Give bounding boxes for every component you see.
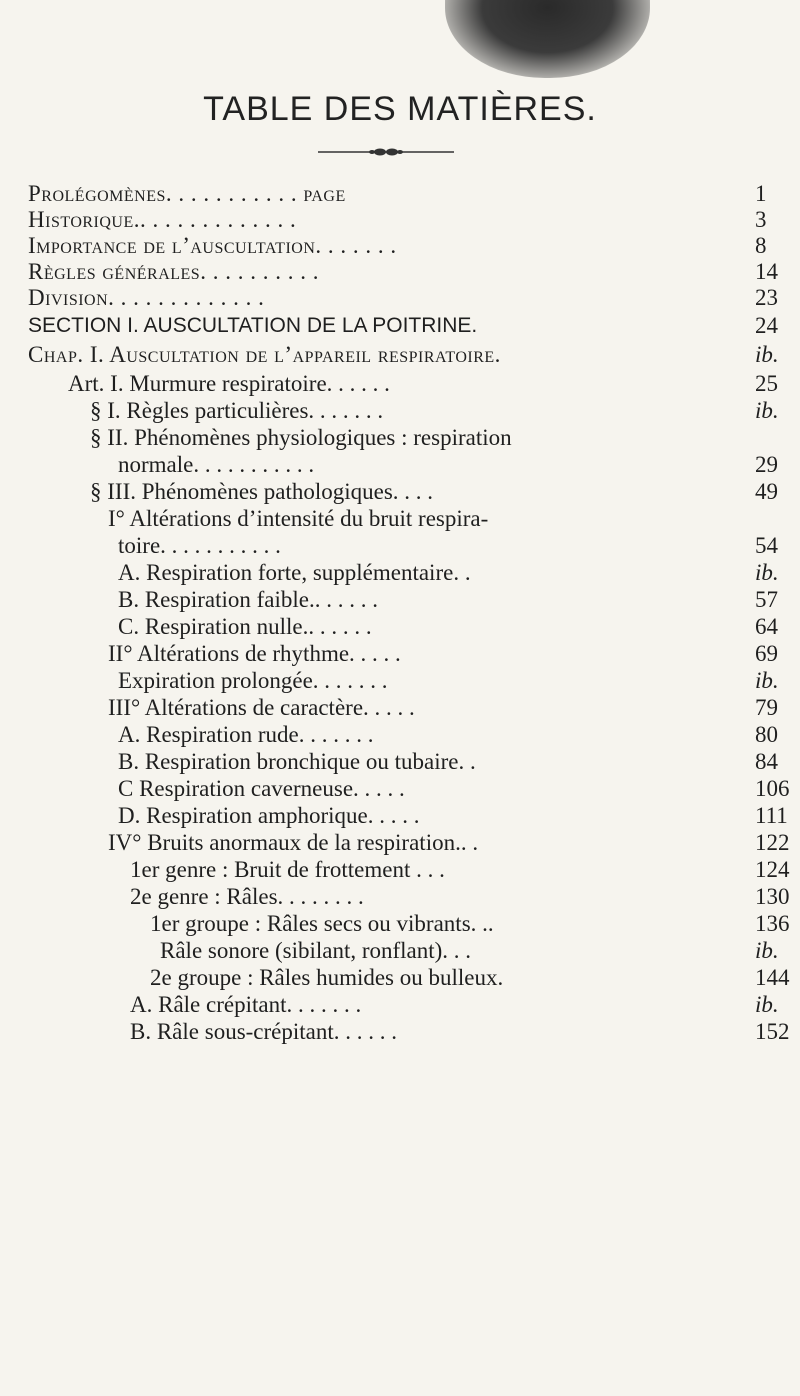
toc-page-number: 64: [755, 614, 778, 639]
page-title: TABLE DES MATIÈRES.: [203, 90, 597, 128]
ornament-divider: [318, 146, 454, 158]
toc-entry: A. Respiration forte, supplémentaire. .: [118, 560, 471, 585]
toc-page-number: 144: [755, 965, 790, 990]
toc-page-number: ib.: [755, 342, 779, 367]
toc-page-number: ib.: [755, 560, 779, 585]
toc-page-number: 152: [755, 1019, 790, 1044]
toc-page-number: 54: [755, 533, 778, 558]
toc-page-number: 130: [755, 884, 790, 909]
toc-entry: Expiration prolongée. . . . . . .: [118, 668, 388, 693]
toc-entry: SECTION I. AUSCULTATION DE LA POITRINE.: [28, 314, 478, 337]
toc-page-number: 8: [755, 233, 767, 258]
toc-entry: C. Respiration nulle.. . . . . .: [118, 614, 372, 639]
toc-entry: 2e genre : Râles. . . . . . . .: [130, 884, 364, 909]
toc-entry: B. Respiration faible.. . . . . .: [118, 587, 378, 612]
toc-entry: IV° Bruits anormaux de la respiration.. .: [108, 830, 479, 855]
toc-page-number: 136: [755, 911, 790, 936]
toc-page-number: ib.: [755, 938, 779, 963]
toc-entry: Importance de l’auscultation. . . . . . .: [28, 233, 397, 258]
toc-page-number: 84: [755, 749, 778, 774]
toc-entry: Râle sonore (sibilant, ronflant). . .: [160, 938, 472, 963]
toc-entry: 1er genre : Bruit de frottement . . .: [130, 857, 445, 882]
toc-entry: § III. Phénomènes pathologiques. . . .: [90, 479, 434, 504]
toc-entry: Division. . . . . . . . . . . . .: [28, 285, 265, 310]
toc-entry: § I. Règles particulières. . . . . . .: [90, 398, 384, 423]
toc-page-number: 122: [755, 830, 790, 855]
toc-page-number: 57: [755, 587, 778, 612]
toc-page-number: 14: [755, 259, 778, 284]
toc-page-number: 124: [755, 857, 790, 882]
toc-page-number: ib.: [755, 668, 779, 693]
toc-entry: Règles générales. . . . . . . . . .: [28, 259, 319, 284]
toc-entry: toire. . . . . . . . . . .: [118, 533, 281, 558]
toc-entry: Art. I. Murmure respiratoire. . . . . .: [68, 371, 390, 396]
toc-entry: I° Altérations d’intensité du bruit respira-: [108, 506, 489, 531]
toc-entry: B. Respiration bronchique ou tubaire. .: [118, 749, 476, 774]
toc-entry: D. Respiration amphorique. . . . .: [118, 803, 420, 828]
toc-page-number: 1: [755, 181, 767, 206]
toc-entry: II° Altérations de rhythme. . . . .: [108, 641, 401, 666]
toc-entry: A. Râle crépitant. . . . . . .: [130, 992, 362, 1017]
toc-page-number: 3: [755, 207, 767, 232]
toc-entry: Chap. I. Auscultation de l’appareil respiratoire.: [28, 342, 501, 367]
toc-entry: A. Respiration rude. . . . . . .: [118, 722, 374, 747]
toc-page-number: 80: [755, 722, 778, 747]
toc-page-number: 49: [755, 479, 778, 504]
toc-page-number: 79: [755, 695, 778, 720]
toc-page-number: 69: [755, 641, 778, 666]
toc-page-number: 25: [755, 371, 778, 396]
toc-page-number: 111: [755, 803, 788, 828]
toc-entry: III° Altérations de caractère. . . . .: [108, 695, 415, 720]
toc-entry: B. Râle sous-crépitant. . . . . .: [130, 1019, 398, 1044]
toc-page-number: 29: [755, 452, 778, 477]
toc-page-number: ib.: [755, 398, 779, 423]
toc-page-number: 106: [755, 776, 790, 801]
toc-entry: § II. Phénomènes physiologiques : respiration: [90, 425, 512, 450]
toc-entry: C Respiration caverneuse. . . . .: [118, 776, 405, 801]
toc-page-number: ib.: [755, 992, 779, 1017]
library-stamp: [445, 0, 650, 78]
toc-page-number: 24: [755, 313, 778, 338]
toc-entry: 2e groupe : Râles humides ou bulleux.: [150, 965, 504, 990]
toc-page-number: 23: [755, 285, 778, 310]
toc-entry: 1er groupe : Râles secs ou vibrants. ..: [150, 911, 494, 936]
toc-entry: Prolégomènes. . . . . . . . . . . page: [28, 181, 346, 206]
toc-entry: normale. . . . . . . . . . .: [118, 452, 315, 477]
toc-entry: Historique.. . . . . . . . . . . . .: [28, 207, 297, 232]
